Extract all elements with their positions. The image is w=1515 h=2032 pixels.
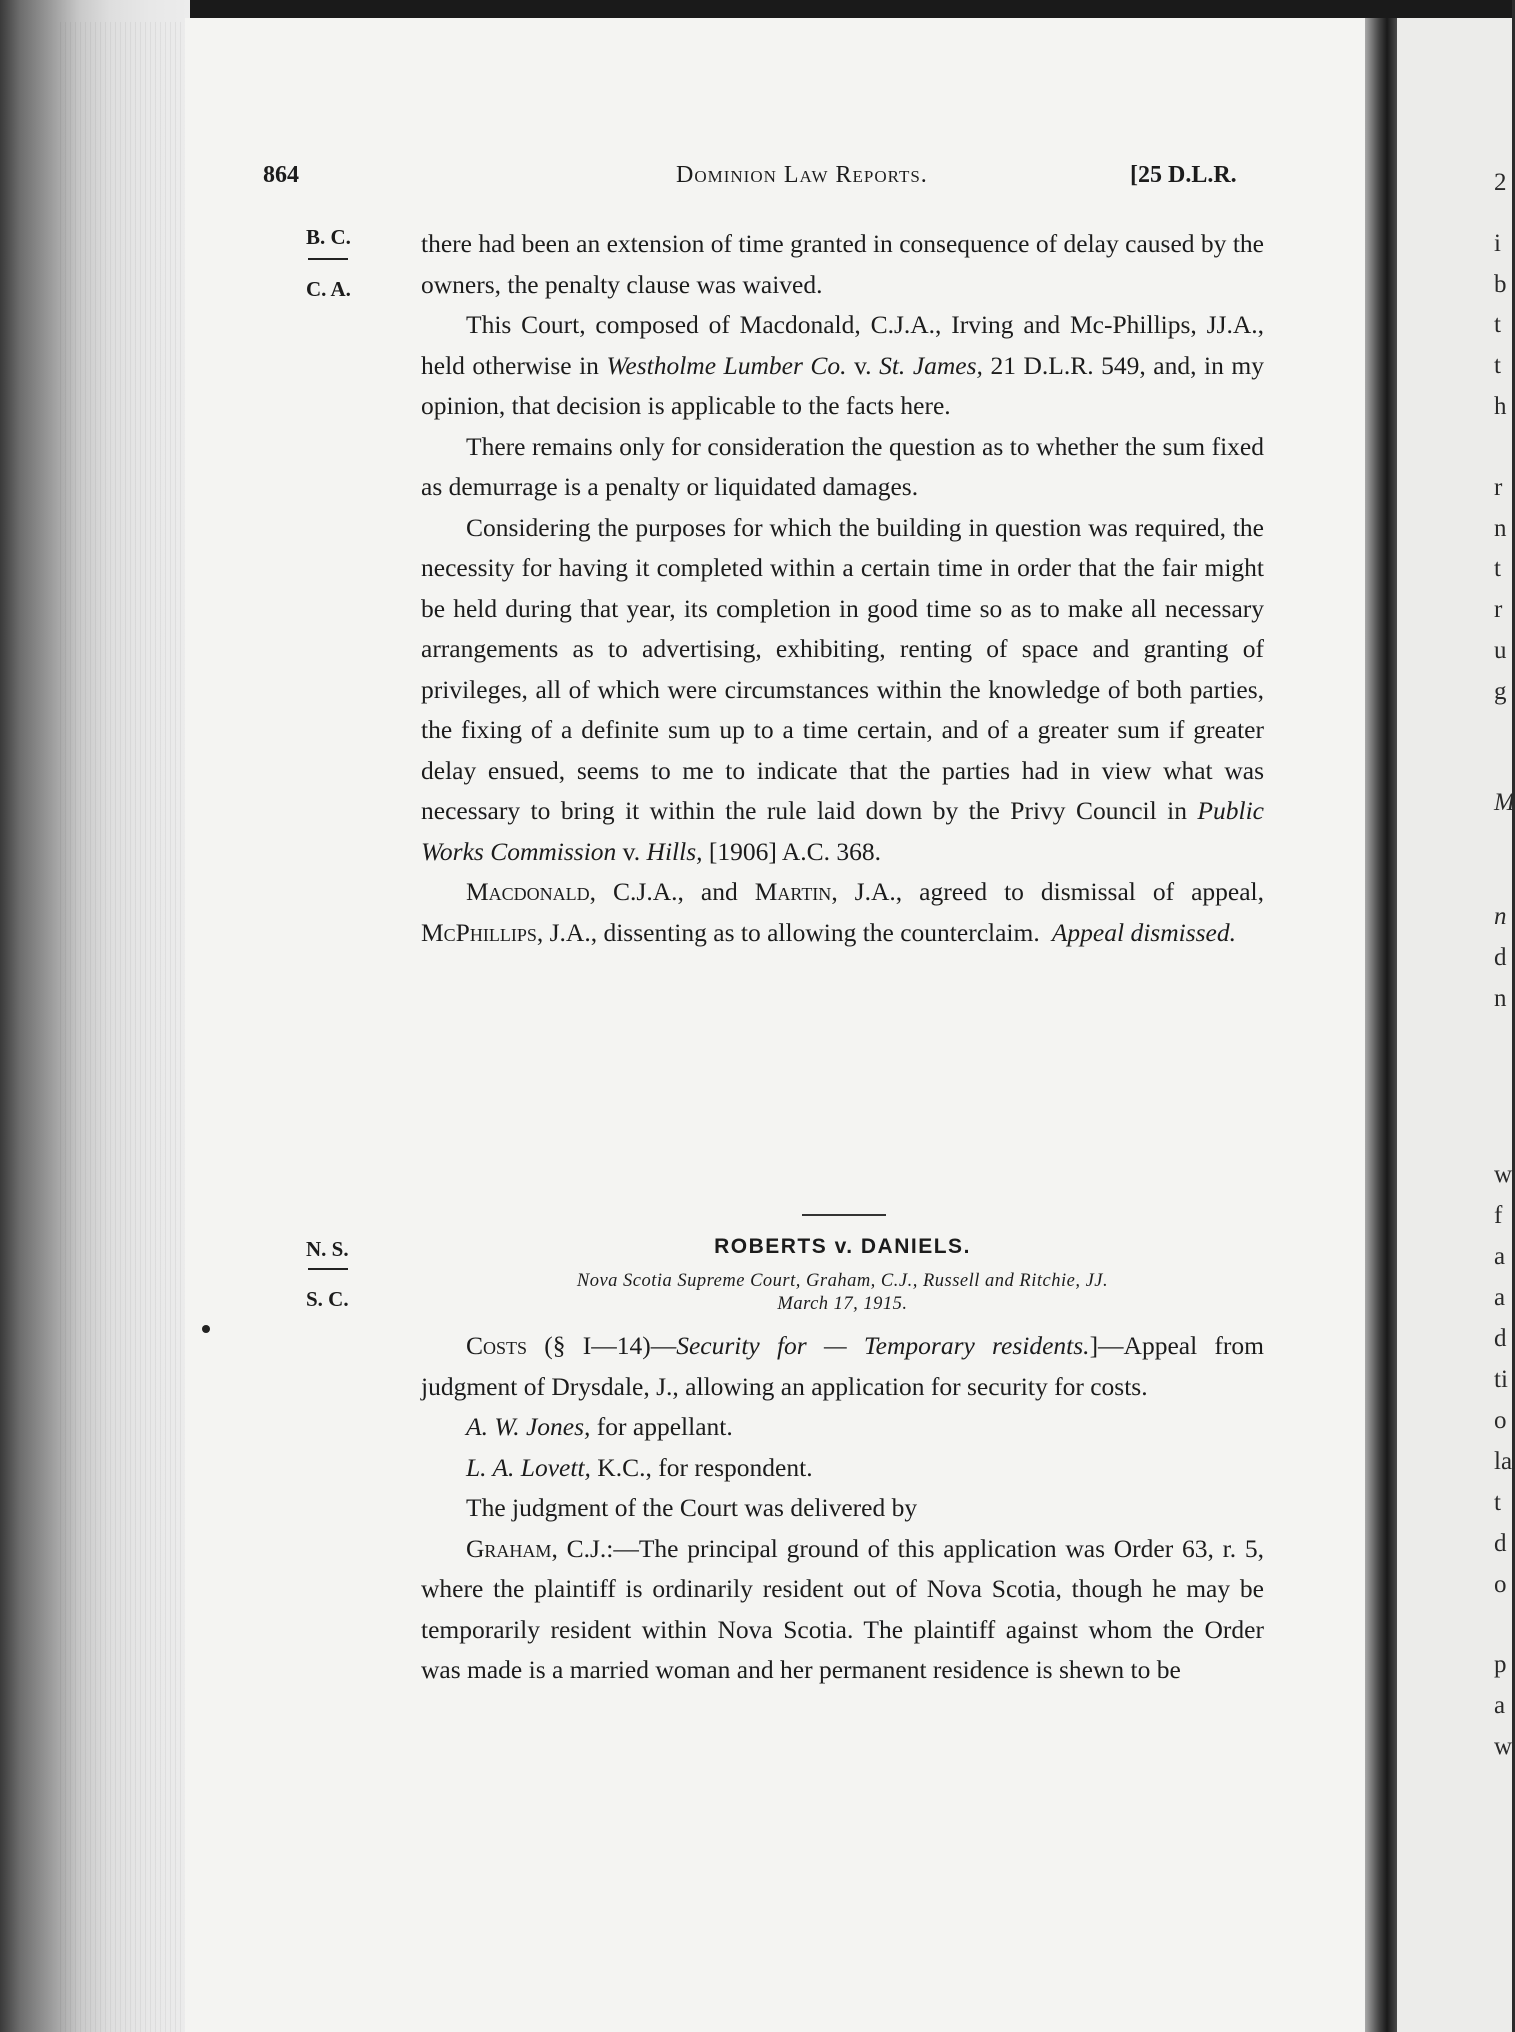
page-number: 864 [263, 162, 299, 188]
facing-page-char: n [1494, 903, 1507, 930]
case-title: ROBERTS v. DANIELS. [714, 1235, 971, 1258]
book-gutter [1365, 18, 1397, 2032]
margin-court: S. C. [306, 1287, 349, 1311]
judge-name: Macdonald [466, 877, 590, 906]
facing-page-char: f [1494, 1202, 1503, 1229]
facing-page-char: o [1494, 1407, 1507, 1434]
margin-divider [308, 258, 348, 260]
court-and-judges: Nova Scotia Supreme Court, Graham, C.J., Russell and Ritchie, JJ. [576, 1271, 1109, 1291]
facing-page-char: t [1494, 555, 1501, 582]
facing-page-char: r [1494, 474, 1503, 501]
facing-page-char: w [1494, 1161, 1513, 1188]
case-name: Public Works Commission [421, 796, 1264, 866]
facing-page-char: b [1494, 271, 1507, 298]
case-separator-rule [802, 1214, 886, 1216]
facing-page-char: a [1494, 1692, 1506, 1719]
facing-page-char: a [1494, 1243, 1506, 1270]
facing-page-char: 2 [1494, 169, 1507, 196]
facing-page-char: h [1494, 393, 1507, 420]
facing-page-char: t [1494, 1489, 1501, 1516]
margin-court: C. A. [306, 277, 351, 301]
headnote-topic: Security for — Temporary residents. [676, 1331, 1090, 1360]
headnote: Costs (§ I—14)—Security for — Temporary residents.]—Appeal from judgment of Drysdale, J., allowing an application for security for costs. [421, 1331, 1264, 1401]
paragraph: This Court, composed of Macdonald, C.J.A., Irving and Mc-Phillips, JJ.A., held otherwise in Westholme Lumber Co. v. St. James, 21 D.L.R. 549, and, in my opinion, that decision is applicable to the facts here. [421, 310, 1264, 420]
paragraph: Considering the purposes for which the building in question was required, the necessity for having it completed within a certain time in order that the fair might be held during that year, its completion in good time so as to make all necessary arrangements as to advertising, exhibiting, renting of space and granting of privileges, all of which were circumstances within the knowledge of both parties, the fixing of a definite sum up to a time certain, and of a greater sum if greater delay ensued, seems to me to indicate that the parties had in view what was necessary to bring it within the rule laid down by the Privy Council in Public Works Commission v. Hills, [1906] A.C. 368. [421, 512, 1264, 866]
paragraph: There remains only for consideration the question as to whether the sum fixed as demurrage is a penalty or liquidated damages. [421, 431, 1264, 501]
facing-page-char: M [1494, 789, 1515, 816]
facing-page-char: t [1494, 352, 1501, 379]
margin-divider [308, 1268, 348, 1270]
case-name: St. James, [879, 350, 983, 380]
facing-page-char: i [1494, 230, 1501, 257]
facing-page-char: n [1494, 515, 1507, 542]
journal-title: Dominion Law Reports. [676, 162, 928, 188]
counsel-name: L. A. Lovett, [466, 1452, 591, 1482]
decision-date: March 17, 1915. [777, 1294, 908, 1314]
case-name: Westholme Lumber Co. [606, 350, 847, 380]
first-case-text [421, 224, 1264, 953]
facing-page-char: d [1494, 1325, 1507, 1352]
counsel-name: A. W. Jones, [466, 1412, 591, 1441]
facing-page-char: d [1494, 944, 1507, 971]
judge-name: McPhillips [421, 917, 537, 947]
counsel-line: L. A. Lovett, K.C., for respondent. [466, 1452, 813, 1482]
facing-page-char: t [1494, 311, 1501, 338]
facing-page-char: w [1494, 1733, 1513, 1760]
facing-page-char: u [1494, 637, 1507, 664]
paragraph: The judgment of the Court was delivered by [466, 1493, 918, 1522]
judgment-paragraph: Graham, C.J.:—The principal ground of this application was Order 63, r. 5, where the plaintiff is ordinarily resident out of Nova Scotia, though he may be temporarily resident within Nova Scotia. The plaintiff against whom the Order was made is a married woman and her permanent residence is shewn to be [421, 1533, 1264, 1684]
judge-name: Graham [466, 1533, 552, 1563]
facing-page-char: r [1494, 596, 1503, 623]
case-name: Hills, [646, 836, 703, 866]
headnote-keyword: Costs [466, 1331, 528, 1360]
page-leaves-texture [60, 22, 190, 2032]
facing-page-char: o [1494, 1571, 1507, 1598]
volume-reference: [25 D.L.R. [1130, 162, 1237, 188]
facing-page-char: n [1494, 985, 1507, 1012]
facing-page-char: d [1494, 1530, 1507, 1557]
paragraph: there had been an extension of time granted in consequence of delay caused by the owners, the penalty clause was waived. [421, 229, 1264, 299]
scan-speck [202, 1325, 210, 1333]
facing-page-char: g [1494, 678, 1507, 705]
disposition: Appeal dismissed. [1051, 917, 1236, 947]
judge-name: Martin [754, 877, 832, 906]
margin-province: B. C. [306, 225, 351, 249]
facing-page-char: a [1494, 1284, 1506, 1311]
counsel-line: A. W. Jones, for appellant. [466, 1412, 733, 1441]
facing-page-char: ti [1494, 1366, 1508, 1393]
facing-page-char: p [1494, 1651, 1507, 1678]
second-case-text [421, 1326, 1264, 1691]
paragraph: Macdonald, C.J.A., and Martin, J.A., agreed to dismissal of appeal, McPhillips, J.A., dissenting as to allowing the counterclaim. [421, 877, 1265, 947]
margin-province: N. S. [306, 1237, 349, 1261]
facing-page-char: la [1494, 1448, 1513, 1475]
